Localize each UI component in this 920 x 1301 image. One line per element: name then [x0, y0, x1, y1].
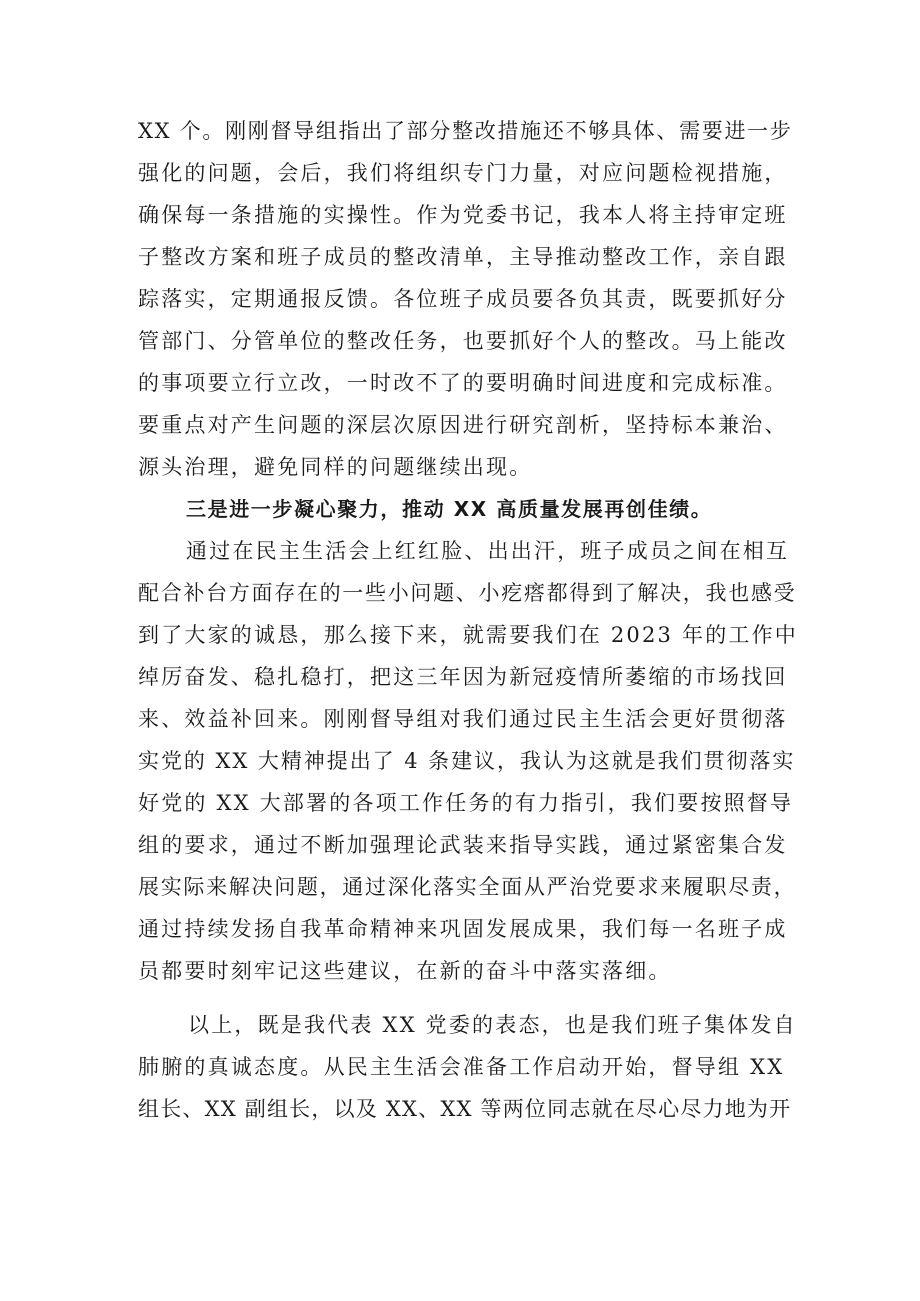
paragraph-line: 踪落实，定期通报反馈。各位班子成员要各负其责，既要抓好分: [138, 287, 788, 311]
paragraph-line: 以上，既是我代表 XX 党委的表态，也是我们班子集体发自: [188, 1013, 797, 1037]
paragraph-line: 确保每一条措施的实操性。作为党委书记，我本人将主持审定班: [138, 203, 788, 227]
paragraph-line: 到了大家的诚恳，那么接下来，就需要我们在 2023 年的工作中: [138, 623, 798, 647]
paragraph-line: 通过持续发扬自我革命精神来巩固发展成果，我们每一名班子成: [138, 917, 788, 941]
paragraph-line: 实党的 XX 大精神提出了 4 条建议，我认为这就是我们贯彻落实: [138, 749, 796, 773]
paragraph-line: XX 个。刚刚督导组指出了部分整改措施还不够具体、需要进一步: [138, 119, 793, 143]
paragraph-line: 要重点对产生问题的深层次原因进行研究剖析，坚持标本兼治、: [138, 413, 788, 437]
paragraph-line: 组的要求，通过不断加强理论武装来指导实践，通过紧密集合发: [138, 833, 788, 857]
paragraph-line: 好党的 XX 大部署的各项工作任务的有力指引，我们要按照督导: [138, 791, 794, 815]
paragraph-line: 强化的问题，会后，我们将组织专门力量，对应问题检视措施，: [138, 161, 788, 185]
paragraph-line: 源头治理，避免同样的问题继续出现。: [138, 455, 533, 479]
paragraph-line: 组长、XX 副组长，以及 XX、XX 等两位同志就在尽心尽力地为开: [138, 1097, 792, 1121]
paragraph-line: 配合补台方面存在的一些小问题、小疙瘩都得到了解决，我也感受: [138, 581, 797, 605]
paragraph-line: 的事项要立行立改，一时改不了的要明确时间进度和完成标准。: [138, 371, 788, 395]
section-heading: 三是进一步凝心聚力，推动 XX 高质量发展再创佳绩。: [186, 497, 713, 521]
paragraph-line: 绰厉奋发、稳扎稳打，把这三年因为新冠疫情所萎缩的市场找回: [138, 665, 788, 689]
paragraph-line: 员都要时刻牢记这些建议，在新的奋斗中落实落细。: [138, 959, 672, 983]
paragraph-line: 展实际来解决问题，通过深化落实全面从严治党要求来履职尽责，: [138, 875, 797, 899]
paragraph-line: 肺腑的真诚态度。从民主生活会准备工作启动开始，督导组 XX: [138, 1055, 785, 1079]
paragraph-line: 管部门、分管单位的整改任务，也要抓好个人的整改。马上能改: [138, 329, 788, 353]
paragraph-line: 通过在民主生活会上红红脸、出出汗，班子成员之间在相互: [186, 539, 790, 563]
paragraph-line: 来、效益补回来。刚刚督导组对我们通过民主生活会更好贯彻落: [138, 707, 788, 731]
paragraph-line: 子整改方案和班子成员的整改清单，主导推动整改工作，亲自跟: [138, 245, 788, 269]
